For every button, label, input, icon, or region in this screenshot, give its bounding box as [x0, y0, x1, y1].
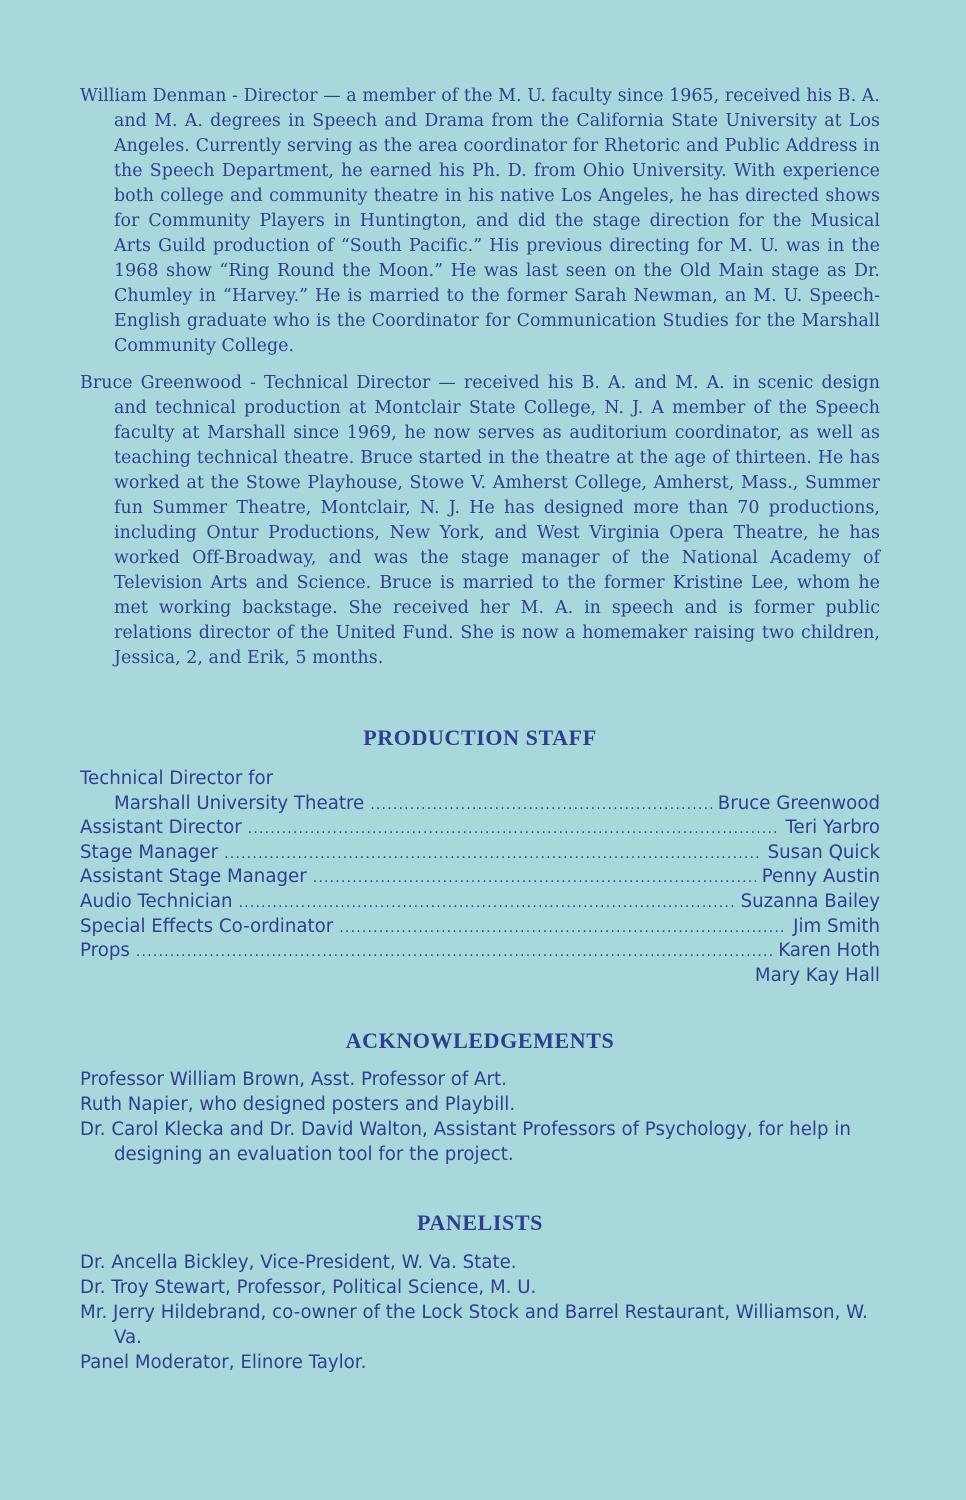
staff-role: Stage Manager: [80, 841, 219, 863]
staff-name: Jim Smith: [793, 915, 880, 937]
staff-name: Karen Hoth: [778, 940, 880, 962]
staff-row: [80, 792, 880, 817]
panelist-item: Mr. Jerry Hildebrand, co-owner of the Lock Stock and Barrel Restaurant, Williamson, W. Va.: [80, 1302, 868, 1349]
acknowledgement-item: Dr. Carol Klecka and Dr. David Walton, Assistant Professors of Psychology, for help in designing an evaluation tool for the project.: [80, 1119, 851, 1166]
dot-leader: [339, 915, 787, 941]
panelist-item: Dr. Troy Stewart, Professor, Political Science, M. U.: [80, 1277, 537, 1299]
acknowledgements-list: [80, 1067, 880, 1167]
program-page: [80, 84, 880, 1375]
bio-bruce-greenwood: Bruce Greenwood - Technical Director — received his B. A. and M. A. in scenic design and technical production at Montclair State College, N. J. A member of the Speech faculty at Marshall since 1969, he now serves as auditorium coordinator, as well as teaching technical theatre. Bruce started in the theatre at the age of thirteen. He has worked at the Stowe Playhouse, Stowe V. Amherst College, Amherst, Mass., Summer fun Summer Theatre, Montclair, N. J. He has designed more than 70 productions, including Ontur Productions, New York, and West Virginia Opera Theatre, he has worked Off-Broadway, and was the stage manager of the National Academy of Television Arts and Science. Bruce is married to the former Kristine Lee, whom he met working backstage. She received her M. A. in speech and is former public relations director of the United Fund. She is now a homemaker raising two children, Jessica, 2, and Erik, 5 months.: [80, 373, 880, 668]
panelist-item: Panel Moderator, Elinore Taylor.: [80, 1352, 367, 1374]
acknowledgements-heading: ACKNOWLEDGEMENTS: [345, 1028, 615, 1054]
staff-name: Suzanna Bailey: [740, 890, 880, 912]
staff-row: [80, 890, 880, 915]
bio-william-denman: William Denman - Director — a member of the M. U. faculty since 1965, received his B. A. and M. A. degrees in Speech and Drama from the California State University at Los Angeles. Currently serving as the area coordinator for Rhetoric and Public Address in the Speech Department, he earned his Ph. D. from Ohio University. With experience both college and community theatre in his native Los Angeles, he has directed shows for Community Players in Huntington, and did the stage direction for the Musical Arts Guild production of “South Pacific.” His previous directing for M. U. was in the 1968 show “Ring Round the Moon.” He was last seen on the Old Main stage as Dr. Chumley in “Harvey.” He is married to the former Sarah Newman, an M. U. Speech-English graduate who is the Coordinator for Communication Studies for the Marshall Community College.: [80, 86, 880, 356]
staff-name: Bruce Greenwood: [717, 792, 880, 814]
staff-name-extra: Mary Kay Hall: [754, 964, 880, 986]
staff-role: Assistant Director: [80, 817, 242, 839]
production-staff-list: [80, 767, 880, 988]
dot-leader: [136, 939, 772, 965]
staff-role: Marshall University Theatre: [114, 792, 365, 814]
staff-name: Susan Quick: [767, 841, 880, 863]
staff-role: Props: [80, 940, 130, 962]
staff-row: [80, 865, 880, 890]
staff-role: Assistant Stage Manager: [80, 866, 307, 888]
panelists-list: [80, 1250, 880, 1375]
panelists-heading: PANELISTS: [416, 1210, 544, 1236]
production-staff-heading: PRODUCTION STAFF: [363, 725, 597, 750]
staff-name: Teri Yarbro: [785, 817, 880, 839]
staff-row: [80, 816, 880, 841]
acknowledgement-item: Ruth Napier, who designed posters and Playbill.: [80, 1094, 516, 1116]
dot-leader: [224, 841, 762, 867]
staff-name: Penny Austin: [761, 866, 880, 888]
dot-leader: [313, 865, 756, 891]
staff-role: Special Effects Co-ordinator: [80, 915, 334, 937]
dot-leader: [370, 792, 712, 818]
staff-row: [80, 841, 880, 866]
dot-leader: [239, 890, 735, 916]
panelist-item: Dr. Ancella Bickley, Vice-President, W. Va. State.: [80, 1252, 517, 1274]
dot-leader: [248, 816, 780, 842]
acknowledgement-item: Professor William Brown, Asst. Professor of Art.: [80, 1069, 507, 1091]
staff-row: [80, 915, 880, 940]
staff-row: [80, 939, 880, 964]
staff-role: Audio Technician: [80, 890, 233, 912]
staff-role-technical-director: Technical Director for: [80, 768, 274, 789]
